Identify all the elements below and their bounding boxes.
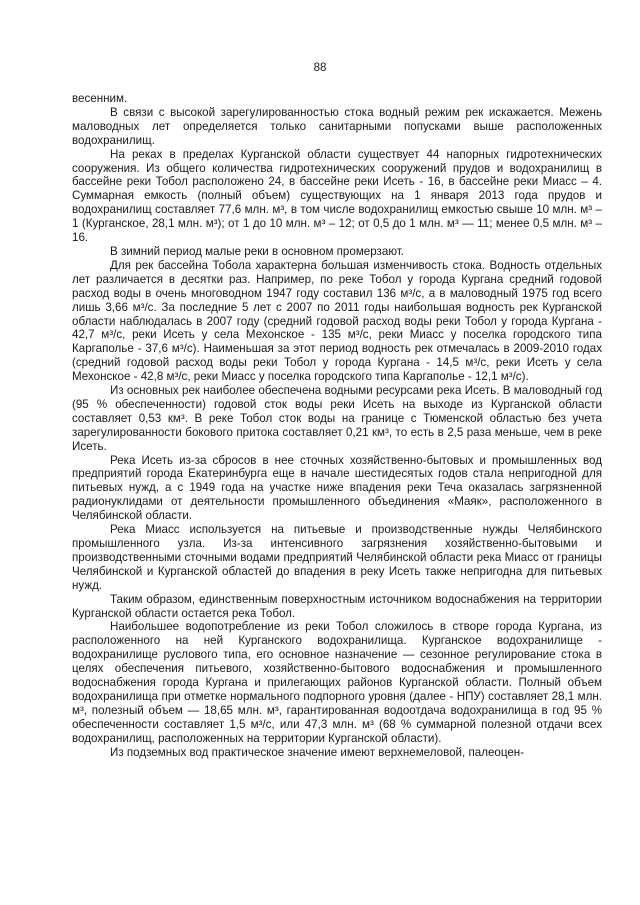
paragraph: Из подземных вод практическое значение имеют верхнемеловой, палеоцен- (110, 745, 525, 759)
document-body (72, 92, 602, 760)
paragraph: Из основных рек наиболее обеспечена водными ресурсами река Исеть. В маловодный год (95 % обеспеченности) годовой сток воды реки Исеть на выходе из Курганской области составляет 0,53 км³. В реке Тобол сток воды на границе с Тюменской областью без учета зарегулированности бокового притока составляет 0,21 км³, то есть в 2,5 раза меньше, чем в реке Исеть. (72, 384, 602, 453)
paragraph: Для рек бассейна Тобола характерна большая изменчивость стока. Водность отдельных лет различается в десятки раз. Например, по реке Тобол у города Кургана средний годовой расход воды в очень многоводном 1947 году составил 136 м³/с, а в маловодный 1975 год всего лишь 3,66 м³/с. За последние 5 лет с 2007 по 2011 годы наибольшая водность рек Курганской области наблюдалась в 2007 году (средний годовой расход воды реки Тобол у города Кургана - 42,7 м³/с, реки Исеть у села Мехонское - 135 м³/с, реки Миасс у поселка городского типа Каргаполье - 37,6 м³/с). Наименьшая за этот период водность рек отмечалась в 2009-2010 годах (средний годовой расход воды реки Тобол у города Кургана - 14,5 м³/с, реки Исеть у села Мехонское - 42,8 м³/с, реки Миасс у поселка городского типа Каргаполье - 12,1 м³/с). (72, 258, 602, 384)
paragraph: В зимний период малые реки в основном промерзают. (110, 244, 405, 258)
paragraph: В связи с высокой зарегулированностью стока водный режим рек искажается. Межень маловодных лет определяется только санитарными попусками выше расположенных водохранилищ. (72, 105, 602, 147)
paragraph: Таким образом, единственным поверхностным источником водоснабжения на территории Курганской области остается река Тобол. (72, 592, 602, 620)
page-number: 88 (313, 62, 327, 74)
paragraph: Река Исеть из-за сбросов в нее сточных хозяйственно-бытовых и промышленных вод предприятий города Екатеринбурга еще в начале шестидесятых годов стала непригодной для питьевых нужд, а с 1949 года на участке ниже впадения реки Теча оказалась загрязненной радионуклидами от деятельности промышленного объединения «Маяк», расположенного в Челябинской области. (72, 453, 602, 523)
paragraph: весенним. (72, 92, 128, 105)
paragraph: Река Миасс используется на питьевые и производственные нужды Челябинского промышленного узла. Из-за интенсивного загрязнения хозяйственно-бытовыми и производственными сточными водами предприятий Челябинской области река Миасс от границы Челябинской и Курганской областей до впадения в реку Исеть также непригодна для питьевых нужд. (72, 523, 602, 592)
paragraph: На реках в пределах Курганской области существует 44 напорных гидротехнических сооружения. Из общего количества гидротехнических сооружений прудов и водохранилищ в бассейне реки Тобол расположено 24, в бассейне реки Исеть - 16, в бассейне реки Миасс – 4. Суммарная емкость (полный объем) существующих на 1 января 2013 года прудов и водохранилищ составляет 77,6 млн. м³, в том числе водохранилищ емкостью свыше 10 млн. м³ – 1 (Курганское, 28,1 млн. м³); от 1 до 10 млн. м³ – 12; от 0,5 до 1 млн. м³ — 11; менее 0,5 млн. м³ – 16. (72, 147, 602, 245)
paragraph: Наибольшее водопотребление из реки Тобол сложилось в створе города Кургана, из расположенного на ней Курганского водохранилища. Курганское водохранилище - водохранилище руслового типа, его основное назначение — сезонное регулирование стока в целях обеспечения питьевого, хозяйственно-бытового водоснабжения и промышленного водоснабжения города Кургана и прилегающих районов Курганской области. Полный объем водохранилища при отметке нормального подпорного уровня (далее - НПУ) составляет 28,1 млн. м³, полезный объем — 18,65 млн. м³, гарантированная водоотдача водохранилища в год 95 % обеспеченности составляет 1,5 м³/с, или 47,3 млн. м³ (68 % суммарной полезной отдачи всех водохранилищ, расположенных на территории Курганской области). (72, 620, 602, 745)
